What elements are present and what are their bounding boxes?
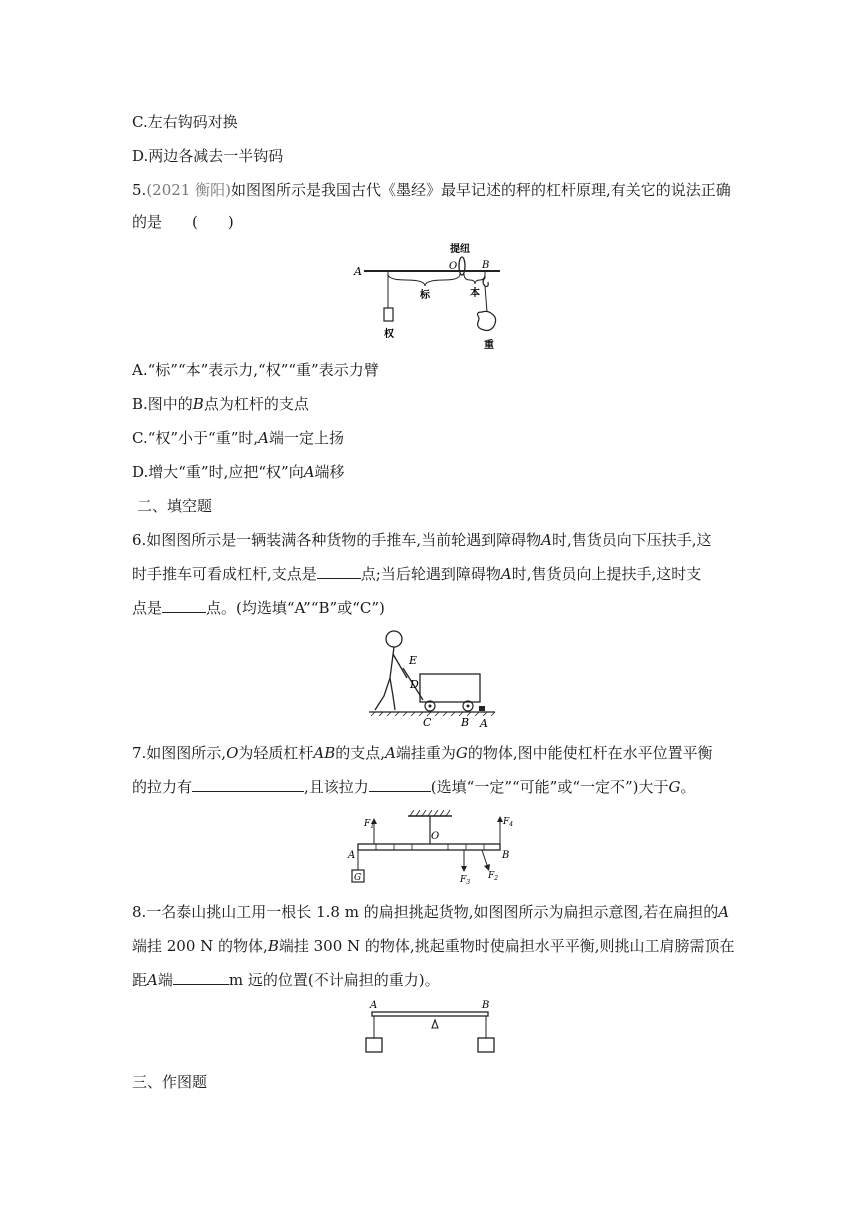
lever-bar bbox=[358, 844, 500, 850]
handcart-figure bbox=[365, 626, 500, 730]
force-f2-label: $F_2$ bbox=[488, 871, 499, 882]
steelyard-handle bbox=[459, 257, 465, 275]
section-title-fill-in: 二、填空题 bbox=[137, 497, 213, 515]
heavy-object-icon bbox=[478, 311, 496, 330]
section-title-drawing: 三、作图题 bbox=[132, 1073, 208, 1091]
steelyard-label-zhong: 重 bbox=[484, 340, 494, 351]
q5-option-d: D.增大“重”时,应把“权”向A端移 bbox=[132, 463, 345, 481]
q4-option-c: C.左右钩码对换 bbox=[132, 113, 238, 131]
cart-label-e: E bbox=[409, 654, 418, 667]
load-b-box bbox=[478, 1038, 494, 1052]
q7-answer-blank-2[interactable] bbox=[369, 777, 431, 792]
steelyard-label-b: B bbox=[482, 260, 490, 271]
lever-label-a: A bbox=[348, 850, 356, 861]
lever-figure bbox=[340, 806, 520, 888]
force-f1-label: $F_1$ bbox=[364, 819, 375, 830]
q5-number: 5. bbox=[132, 181, 147, 199]
steelyard-label-biao: 标 bbox=[420, 290, 430, 301]
q6-line1: 6.如图图所示是一辆装满各种货物的手推车,当前轮遇到障碍物A时,售货员向下压扶手,这 bbox=[132, 531, 712, 549]
q5-option-b: B.图中的B点为杠杆的支点 bbox=[132, 395, 309, 413]
q5-stem-line2: 的是 ( ) bbox=[132, 213, 234, 231]
q8-line3: 距A端 m 远的位置(不计扁担的重力)。 bbox=[132, 971, 440, 989]
q7-line1: 7.如图图所示,O为轻质杠杆AB的支点,A端挂重为G的物体,图中能使杠杆在水平位置平衡 bbox=[132, 744, 713, 762]
q8-line1: 8.一名泰山挑山工用一根长 1.8 m 的扁担挑起货物,如图图所示为扁担示意图,若在扁担的A bbox=[132, 903, 730, 921]
steelyard-figure bbox=[350, 238, 520, 353]
steelyard-label-ben: 本 bbox=[470, 288, 480, 299]
q8-line2: 端挂 200 N 的物体,B端挂 300 N 的物体,挑起重物时使扁担水平平衡,则挑山工肩膀需顶在 bbox=[132, 937, 735, 955]
cart-label-d: D bbox=[410, 678, 419, 691]
lever-label-o: O bbox=[431, 831, 440, 842]
steelyard-label-a: A bbox=[354, 265, 362, 278]
q7-answer-blank-1[interactable] bbox=[192, 777, 304, 792]
obstacle bbox=[479, 706, 485, 711]
shoulder-pivot-icon bbox=[432, 1020, 438, 1028]
q6-line3: 点是 点。(均选填“A”“B”或“C”) bbox=[132, 599, 385, 617]
cart-label-a: A bbox=[480, 717, 488, 730]
q7-line2: 的拉力有 ,且该拉力 (选填“一定”“可能”或“一定不”)大于G。 bbox=[132, 778, 696, 796]
cart-label-b: B bbox=[461, 716, 470, 729]
cart-body bbox=[420, 674, 480, 702]
q4-option-d: D.两边各减去一半钩码 bbox=[132, 147, 284, 165]
pole-label-b: B bbox=[482, 1000, 490, 1011]
force-f3-label: $F_3$ bbox=[460, 875, 471, 886]
pole-label-a: A bbox=[370, 1000, 378, 1011]
q5-option-a: A.“标”“本”表示力,“权”“重”表示力臂 bbox=[132, 361, 379, 379]
steelyard-label-tiniu: 提纽 bbox=[450, 244, 470, 255]
steelyard-label-o: O bbox=[449, 261, 458, 272]
carrying-pole-figure bbox=[358, 996, 503, 1058]
hook-icon bbox=[483, 278, 488, 287]
cart-label-c: C bbox=[423, 716, 432, 729]
load-a-box bbox=[366, 1038, 382, 1052]
q5-stem-text: 如图图所示是我国古代《墨经》最早记述的秤的杠杆原理,有关它的说法正确 bbox=[230, 181, 731, 199]
counterweight-icon bbox=[384, 308, 393, 321]
steelyard-label-quan: 权 bbox=[384, 329, 394, 340]
force-f4-label: $F_4$ bbox=[503, 817, 514, 828]
q5-option-c: C.“权”小于“重”时,A端一定上扬 bbox=[132, 429, 345, 447]
q6-line2: 时手推车可看成杠杆,支点是 点;当后轮遇到障碍物A时,售货员向上提扶手,这时支 bbox=[132, 565, 702, 583]
q5-stem-line1 bbox=[132, 180, 731, 200]
q6-answer-blank-1[interactable] bbox=[317, 564, 361, 579]
person-head-icon bbox=[386, 631, 402, 647]
carrying-pole bbox=[372, 1012, 488, 1016]
q8-answer-blank[interactable] bbox=[173, 970, 229, 985]
lever-label-b: B bbox=[502, 850, 510, 861]
q5-source: (2021 衡阳) bbox=[146, 181, 231, 199]
lever-label-g: G bbox=[354, 873, 362, 883]
q6-answer-blank-2[interactable] bbox=[162, 598, 206, 613]
